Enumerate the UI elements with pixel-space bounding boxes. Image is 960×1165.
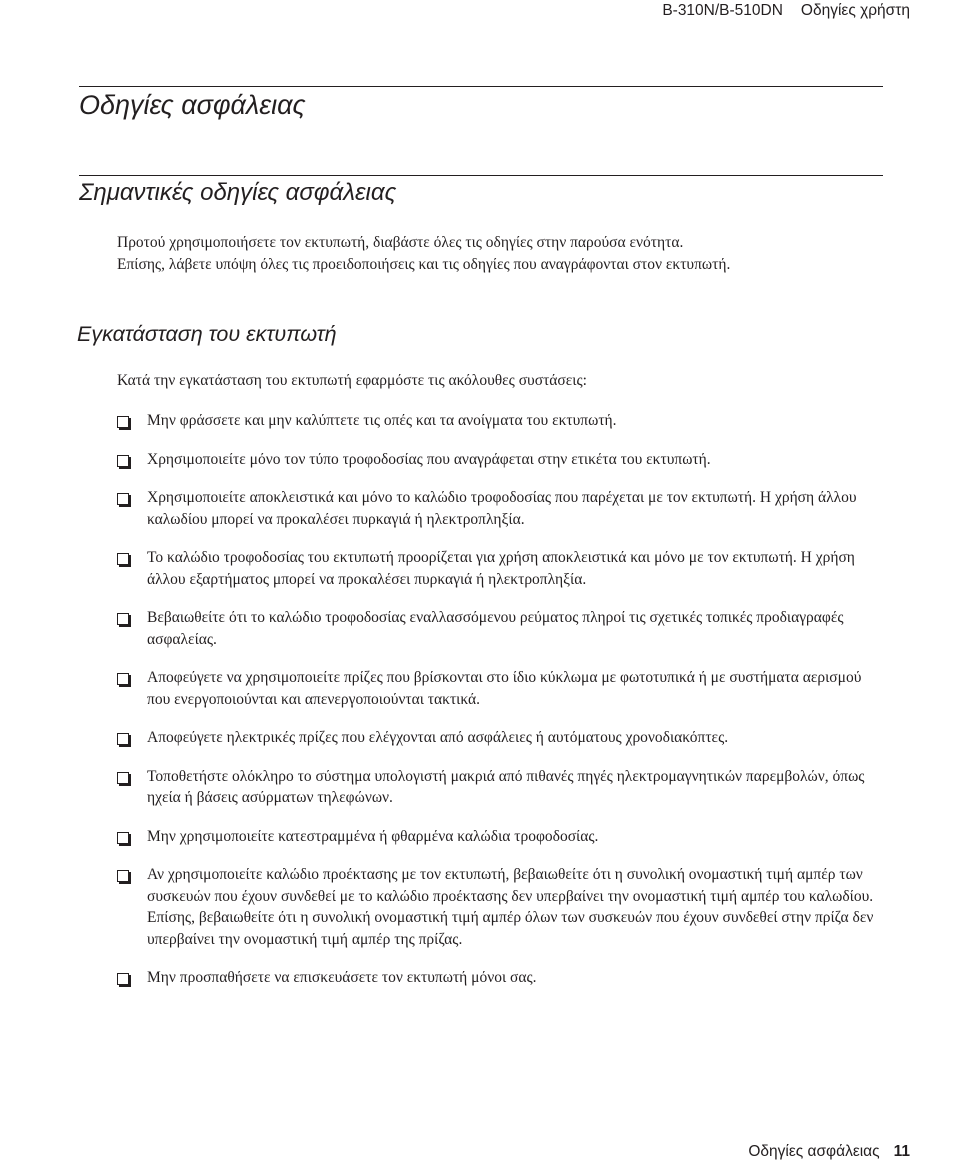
list-item xyxy=(117,667,887,710)
bullet-box-icon xyxy=(117,493,129,505)
bullet-box-icon xyxy=(117,772,129,784)
list-item-text: Βεβαιωθείτε ότι το καλώδιο τροφοδοσίας εναλλασσόμενου ρεύματος πληροί τις σχετικές τοπικές προδιαγραφές ασφαλείας. xyxy=(147,609,844,648)
bullet-box-icon xyxy=(117,733,129,745)
list-item-text: Αποφεύγετε ηλεκτρικές πρίζες που ελέγχονται από ασφάλειες ή αυτόματους χρονοδιακόπτες. xyxy=(147,729,729,746)
list-item xyxy=(117,547,887,590)
intro-paragraph xyxy=(117,232,897,275)
bullet-box-icon xyxy=(117,455,129,467)
list-item xyxy=(117,766,887,809)
subsection-title: Εγκατάσταση του εκτυπωτή xyxy=(77,322,337,346)
model-name: B-310N/B-510DN xyxy=(662,2,783,19)
list-item xyxy=(117,727,887,749)
list-item-text: Αποφεύγετε να χρησιμοποιείτε πρίζες που βρίσκονται στο ίδιο κύκλωμα με φωτοτυπικά ή με συστήματα αερισμού που ενεργοποιούνται και απενεργοποιούνται τακτικά. xyxy=(147,669,862,708)
list-item xyxy=(117,487,887,530)
intro-line-1: Προτού χρησιμοποιήσετε τον εκτυπωτή, διαβάστε όλες τις οδηγίες στην παρούσα ενότητα. xyxy=(117,234,684,251)
footer-section: Οδηγίες ασφάλειας xyxy=(748,1143,880,1160)
bullet-box-icon xyxy=(117,613,129,625)
page-footer xyxy=(748,1141,910,1163)
bullet-box-icon xyxy=(117,973,129,985)
list-item xyxy=(117,864,887,950)
list-item xyxy=(117,410,887,432)
list-item xyxy=(117,967,887,989)
guide-name: Οδηγίες χρήστη xyxy=(800,2,910,19)
intro-line-2: Επίσης, λάβετε υπόψη όλες τις προειδοποιήσεις και τις οδηγίες που αναγράφονται στον εκτυπωτή. xyxy=(117,255,731,273)
page-header xyxy=(662,0,910,24)
bullet-box-icon xyxy=(117,673,129,685)
list-item-text: Μην φράσσετε και μην καλύπτετε τις οπές και τα ανοίγματα του εκτυπωτή. xyxy=(147,412,617,429)
section-rule xyxy=(79,175,883,176)
list-item xyxy=(117,826,887,848)
page-number: 11 xyxy=(893,1143,910,1160)
list-item xyxy=(117,449,887,471)
bullet-box-icon xyxy=(117,832,129,844)
list-item xyxy=(117,607,887,650)
list-item-text: Μην προσπαθήσετε να επισκευάσετε τον εκτυπωτή μόνοι σας. xyxy=(147,969,537,986)
list-item-text: Χρησιμοποιείτε μόνο τον τύπο τροφοδοσίας που αναγράφεται στην ετικέτα του εκτυπωτή. xyxy=(147,450,711,468)
page-title: Οδηγίες ασφάλειας xyxy=(79,90,306,120)
list-item-text: Χρησιμοποιείτε αποκλειστικά και μόνο το καλώδιο τροφοδοσίας που παρέχεται με τον εκτυπωτή. Η χρήση άλλου καλωδίου μπορεί να προκαλέσει πυρκαγιά ή ηλεκτροπληξία. xyxy=(147,489,857,528)
title-rule xyxy=(79,86,883,87)
list-item-text: Τοποθετήστε ολόκληρο το σύστημα υπολογιστή μακριά από πιθανές πηγές ηλεκτρομαγνητικών παρεμβολών, όπως ηχεία ή βάσεις ασύρματων τηλεφώνων. xyxy=(147,767,865,806)
subsection-lead: Κατά την εγκατάσταση του εκτυπωτή εφαρμόστε τις ακόλουθες συστάσεις: xyxy=(117,372,587,389)
bullet-box-icon xyxy=(117,416,129,428)
list-item-text: Αν χρησιμοποιείτε καλώδιο προέκτασης με τον εκτυπωτή, βεβαιωθείτε ότι η συνολική ονομαστική τιμή αμπέρ των συσκευών που έχουν συνδεθεί με το καλώδιο προέκτασης δεν υπερβαίνει την ονομαστική τιμή αμπέρ του καλωδίου. Επίσης, βεβαιωθείτε ότι η συνολική ονομαστική τιμή αμπέρ όλων των συσκευών που έχουν συνδεθεί στην πρίζα δεν υπερβαίνει την ονομαστική τιμή αμπέρ της πρίζας. xyxy=(147,866,874,948)
bullet-box-icon xyxy=(117,870,129,882)
recommendations-list xyxy=(117,410,887,989)
list-item-text: Το καλώδιο τροφοδοσίας του εκτυπωτή προορίζεται για χρήση αποκλειστικά και μόνο με τον εκτυπωτή. Η χρήση άλλου εξαρτήματος μπορεί να προκαλέσει πυρκαγιά ή ηλεκτροπληξία. xyxy=(147,549,855,588)
list-item-text: Μην χρησιμοποιείτε κατεστραμμένα ή φθαρμένα καλώδια τροφοδοσίας. xyxy=(147,827,599,845)
section-title: Σημαντικές οδηγίες ασφάλειας xyxy=(79,179,397,206)
bullet-box-icon xyxy=(117,553,129,565)
